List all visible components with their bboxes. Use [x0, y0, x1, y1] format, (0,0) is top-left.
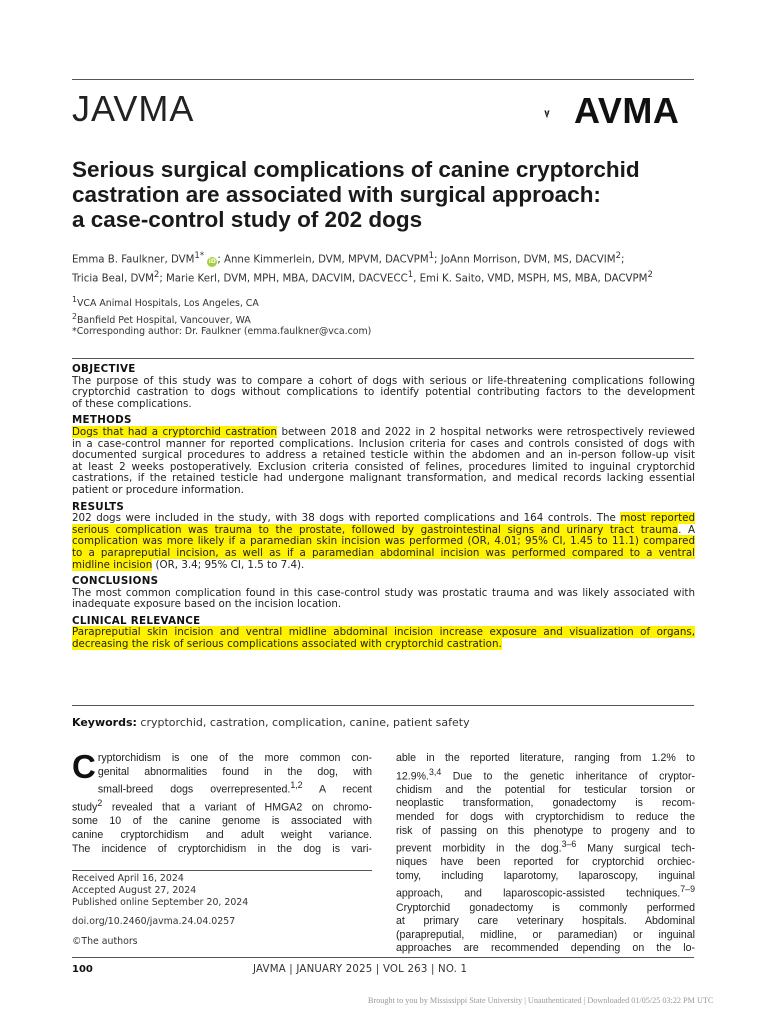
article-title — [72, 157, 712, 232]
body-line: niques have been reported for cryptorchid orchiec- — [396, 856, 695, 869]
abstract-line: The most common complication found in this case-control study was prostatic trauma and was likely associated with — [72, 586, 695, 599]
highlight: decreasing the risk of serious complications associated with cryptorchid castration. — [72, 638, 502, 651]
abstract-line: at least 2 weeks postoperatively. Exclusion criteria consisted of felines, procedures limited to inguinal cryptorchid — [72, 460, 695, 473]
avma-caduceus-icon — [544, 92, 574, 136]
citation-sup[interactable]: 3–6 — [561, 839, 577, 850]
body-line: Cryptorchid gonadectomy is commonly performed — [396, 901, 695, 914]
highlight: serious complication was trauma to the prostate, followed by gastrointestinal signs and urinary tract trauma — [72, 523, 679, 536]
doi-link[interactable]: doi.org/10.2460/javma.24.04.0257 — [72, 916, 236, 927]
keywords-label: Keywords: — [72, 716, 137, 729]
abstract-line — [72, 639, 695, 651]
abstract-line: documented surgical procedures to address a retained testicle within the abdomen and an in-person follow-up visit — [72, 449, 695, 462]
body-text: prevent morbidity in the dog. — [396, 842, 562, 855]
published-date: Published online September 20, 2024 — [72, 896, 249, 908]
body-text: approach, and laparoscopic-assisted techniques. — [396, 887, 681, 900]
title-line: a case-control study of 202 dogs — [72, 207, 423, 232]
abstract-line: The purpose of this study was to compare a cohort of dogs with serious or life-threatening complications following — [72, 374, 695, 387]
body-text: Due to the genetic inheritance of cryptor- — [441, 770, 695, 783]
body-line: risk of passing on this phenotype to progeny and to — [396, 824, 695, 837]
conclusions-heading: CONCLUSIONS — [72, 575, 159, 588]
received-date: Received April 16, 2024 — [72, 873, 184, 884]
abstract-line — [72, 513, 695, 525]
affiliation-2 — [72, 311, 259, 328]
methods-heading: METHODS — [72, 414, 132, 427]
orcid-icon[interactable]: iD — [208, 258, 216, 266]
dropcap: C — [72, 748, 96, 785]
body-line: at primary care veterinary hospitals. Abdominal — [396, 915, 695, 928]
author-line — [72, 249, 712, 268]
header-rule — [72, 79, 694, 80]
highlight: Parapreputial skin incision and ventral midline abdominal incision increase exposure and visualization of organs, — [72, 626, 695, 639]
body-line — [396, 883, 695, 901]
body-line: neoplastic transformation, gonadectomy is recom- — [396, 797, 695, 810]
affiliation-text: Banfield Pet Hospital, Vancouver, WA — [76, 314, 251, 326]
accepted-date: Accepted August 27, 2024 — [72, 884, 197, 896]
citation-sup[interactable]: 1,2 — [290, 780, 303, 791]
abstract-line: patient or procedure information. — [72, 483, 244, 496]
title-line: Serious surgical complications of canine cryptorchid — [72, 157, 640, 182]
author-name: , Emi K. Saito, VMD, MSPH, MS, MBA, DACVPM — [413, 273, 648, 285]
title-line: castration are associated with surgical approach: — [72, 182, 601, 207]
body-text: 12.9%. — [396, 770, 429, 783]
article-dates — [72, 873, 248, 908]
running-head: JAVMA | JANUARY 2025 | VOL 263 | NO. 1 — [253, 964, 468, 975]
author-name: ; JoAnn Morrison, DVM, MS, DACVIM — [434, 254, 616, 266]
body-line: some 10 of the canine genome is associated with — [72, 815, 372, 828]
author-sup: 1* — [194, 251, 205, 261]
author-sup: 2 — [153, 269, 160, 280]
author-sup: 2 — [647, 269, 653, 280]
author-sup: 1 — [428, 251, 435, 261]
body-line — [396, 766, 695, 784]
body-line: mended for dogs with cryptorchidism to reduce the — [396, 810, 695, 823]
abstract-text: (OR, 3.4; 95% CI, 1.5 to 7.4). — [152, 558, 305, 571]
abstract-text: between 2018 and 2022 in 2 hospital networks were retrospectively reviewed — [277, 425, 695, 438]
body-line — [72, 779, 372, 797]
abstract-line: of these complications. — [72, 397, 192, 410]
body-line: approaches are recommended depending on the lo- — [396, 942, 695, 955]
affiliation-sup: 2 — [72, 311, 77, 321]
abstract-text: 202 dogs were included in the study, with 38 dogs with reported complications and 164 controls. The — [72, 512, 621, 525]
abstract-line — [72, 427, 695, 439]
abstract-line: in a case-control manner for reported complications. Inclusion criteria for cases and controls consisted of dogs with — [72, 437, 695, 450]
abstract-text: . A — [678, 523, 695, 536]
affiliation-sup: 1 — [72, 295, 77, 304]
author-name: ; Marie Kerl, DVM, MPH, MBA, DACVIM, DACVECC — [159, 273, 408, 285]
highlight: most reported — [620, 512, 695, 525]
clinical-relevance-heading: CLINICAL RELEVANCE — [72, 614, 201, 627]
keywords-text: cryptorchid, castration, complication, canine, patient safety — [136, 716, 470, 729]
results-heading: RESULTS — [72, 500, 125, 513]
avma-logo-text: AVMA — [574, 90, 680, 131]
keywords — [72, 716, 470, 729]
page-number: 100 — [72, 964, 93, 975]
affiliation-1 — [72, 294, 259, 311]
highlight: complication was more likely if a paramedian skin incision was performed (OR, 4.01; 95% CI, 1.45 to 11.1) compared — [72, 535, 695, 548]
abstract-rule — [72, 358, 694, 359]
body-text: study — [72, 801, 98, 814]
copyright: ©The authors — [72, 936, 138, 947]
author-sup: 2 — [615, 251, 621, 261]
body-line: tomy, including laparotomy, laparoscopy, inguinal — [396, 869, 695, 882]
abstract-line: cryptorchid castration to dogs without complications to identify potential contributing factors to the development — [72, 386, 695, 399]
affiliation-text: VCA Animal Hospitals, Los Angeles, CA — [76, 298, 259, 310]
body-column-right — [396, 752, 695, 956]
body-line: able in the reported literature, ranging from 1.2% to — [396, 752, 695, 764]
highlight: midline incision — [72, 558, 153, 571]
abstract-line — [72, 560, 695, 572]
body-line — [396, 838, 695, 856]
author-name: Emma B. Faulkner, DVM — [72, 254, 195, 266]
author-name: Tricia Beal, DVM — [72, 273, 154, 285]
author-sup: 1 — [407, 269, 414, 280]
body-line: genital abnormalities found in the dog, with — [97, 765, 372, 778]
body-text: revealed that a variant of HMGA2 on chromo- — [102, 801, 372, 814]
corresponding-author: *Corresponding author: Dr. Faulkner (emma.faulkner@vca.com) — [72, 326, 372, 337]
objective-heading: OBJECTIVE — [72, 363, 136, 375]
author-sep: ; — [620, 254, 625, 266]
author-list — [72, 249, 712, 287]
body-text: A recent — [302, 783, 372, 796]
body-column-left — [72, 748, 372, 856]
citation-sup[interactable]: 7–9 — [680, 884, 695, 895]
dates-rule — [72, 870, 372, 871]
highlight: Dogs that had a cryptorchid castration — [72, 425, 278, 438]
journal-name: JAVMA — [72, 88, 195, 129]
download-notice: Brought to you by Mississippi State University | Unauthenticated | Downloaded 01/05/25 03:22 PM UTC — [368, 996, 714, 1005]
highlight: to a parapreputial incision, as well as if a paramedian abdominal incision was performed compared to a ventral — [72, 546, 695, 559]
body-line: (parapreputial, midline, or paramedian) or inguinal — [396, 928, 695, 941]
affiliations — [72, 294, 259, 327]
citation-sup[interactable]: 2 — [97, 798, 103, 809]
body-line: chidism and the potential for testicular torsion or — [396, 783, 695, 796]
abstract-line: castrations, if the retained testicle had undergone malignant transformation, and medical records lacking essential — [72, 472, 695, 485]
body-line: ryptorchidism is one of the more common con- — [97, 752, 372, 764]
body-text: small-breed dogs overrepresented. — [97, 783, 291, 796]
body-line: The incidence of cryptorchidism in the dog is vari- — [72, 842, 372, 855]
keywords-rule — [72, 705, 694, 706]
body-line — [72, 797, 372, 815]
author-line — [72, 268, 712, 287]
body-line: canine cryptorchidism and adult weight variance. — [72, 829, 372, 842]
abstract-line: inadequate exposure based on the incision location. — [72, 598, 342, 611]
footer-rule — [72, 957, 694, 958]
author-name: ; Anne Kimmerlein, DVM, MPVM, DACVPM — [217, 254, 429, 266]
body-text: Many surgical tech- — [576, 842, 695, 855]
abstract — [72, 364, 695, 651]
citation-sup[interactable]: 3,4 — [428, 766, 442, 777]
